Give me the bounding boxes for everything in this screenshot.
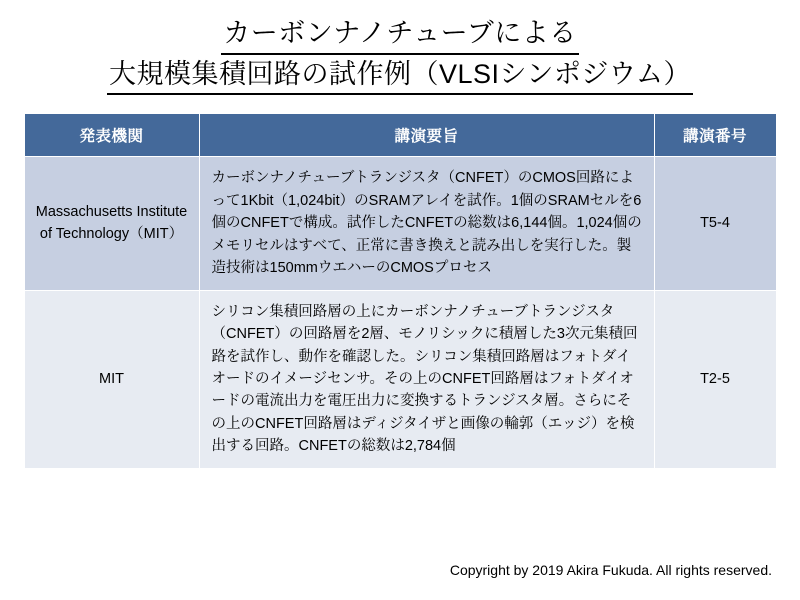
cell-abstract: カーボンナノチューブトランジスタ（CNFET）のCMOS回路によって1Kbit（1,024bit）のSRAMアレイを試作。1個のSRAMセルを6個のCNFETで構成。試作したCNFETの総数は6,144個。1,024個のメモリセルはすべて、正常に書き換えと読み出しを実行した。製造技術は150mmウエハーのCMOSプロセス xyxy=(199,157,654,290)
cell-organization: MIT xyxy=(24,290,199,468)
column-header-organization: 発表機関 xyxy=(24,114,199,157)
title-line-2: 大規模集積回路の試作例（VLSIシンポジウム） xyxy=(107,57,693,96)
cell-paper-number: T5-4 xyxy=(654,157,776,290)
table-header-row xyxy=(24,114,776,157)
title-line-1: カーボンナノチューブによる xyxy=(221,16,578,55)
column-header-abstract: 講演要旨 xyxy=(199,114,654,157)
column-header-paper-number: 講演番号 xyxy=(654,114,776,157)
table-row xyxy=(24,290,776,468)
cell-organization: Massachusetts Institute of Technology（MIT） xyxy=(24,157,199,290)
vlsi-symposium-table xyxy=(24,113,777,469)
table-row xyxy=(24,157,776,290)
page-title xyxy=(0,0,800,95)
cell-paper-number: T2-5 xyxy=(654,290,776,468)
copyright-notice: Copyright by 2019 Akira Fukuda. All rights reserved. xyxy=(449,562,772,578)
cell-abstract: シリコン集積回路層の上にカーボンナノチューブトランジスタ（CNFET）の回路層を2層、モノリシックに積層した3次元集積回路を試作し、動作を確認した。シリコン集積回路層はフォトダイオードのイメージセンサ。その上のCNFET回路層はフォトダイオードの電流出力を電圧出力に変換するトランジスタ層。さらにその上のCNFET回路層はディジタイザと画像の輪郭（エッジ）を検出する回路。CNFETの総数は2,784個 xyxy=(199,290,654,468)
